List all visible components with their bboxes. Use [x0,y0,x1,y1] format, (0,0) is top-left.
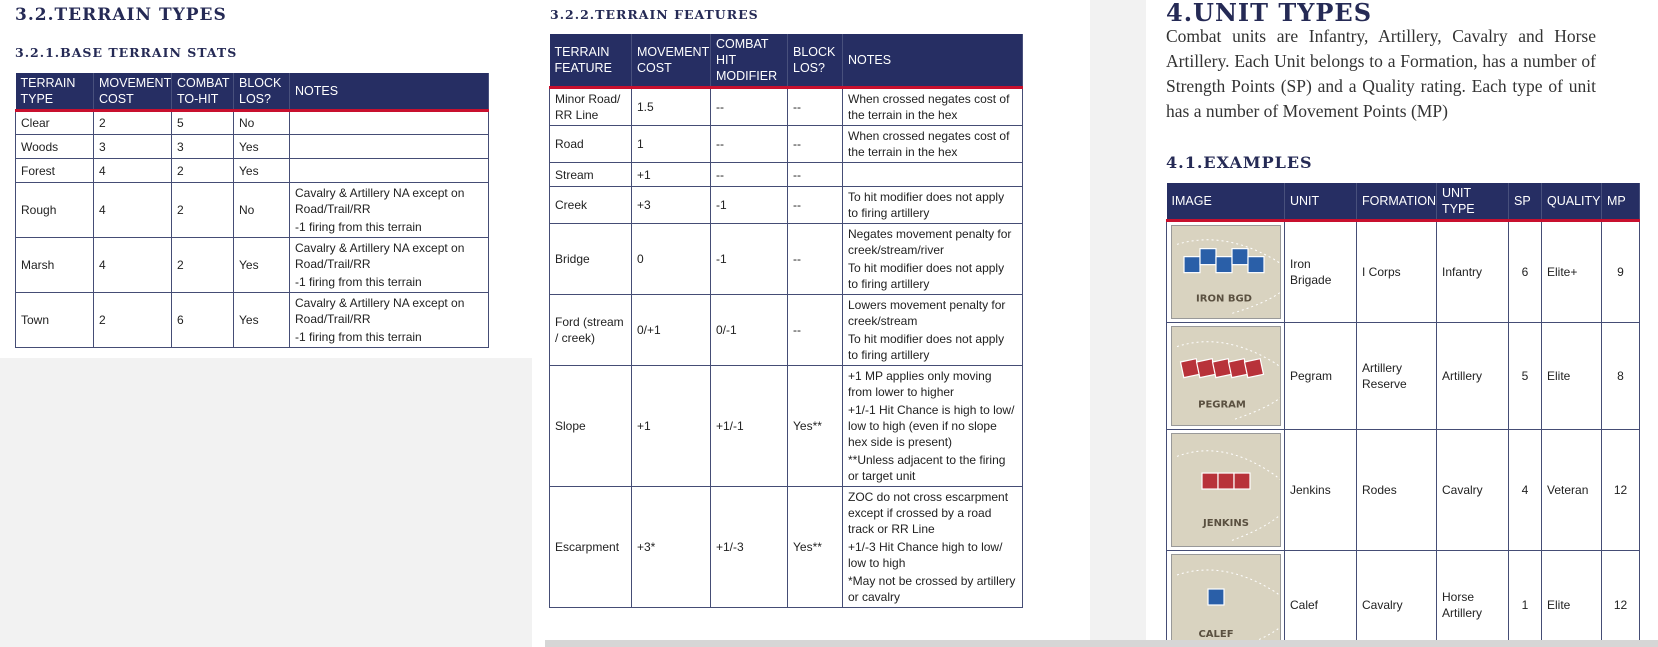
unit-image-cell [1167,551,1285,647]
terrain-features-header-text: LOS? [793,61,825,75]
table-row [16,135,489,159]
terrain-type-cell: Forest [16,159,94,183]
movement-cost-cell: 2 [94,293,172,348]
base-terrain-header-text: NOTES [295,84,339,98]
quality-cell: Elite+ [1542,221,1602,323]
notes-cell [843,88,1023,126]
unit-examples-header-3 [1437,183,1509,221]
terrain-type-cell: Clear [16,111,94,135]
unit-image-cell [1167,221,1285,323]
notes-cell [290,135,489,159]
terrain-features-header-row [550,34,1023,88]
note-line: +1/-1 Hit Chance is high to low/ low to high (even if no slope hex side is present) [848,403,1015,449]
table-row [16,111,489,135]
table-row [16,183,489,238]
note-line: -1 firing from this terrain [295,330,422,344]
movement-cost-cell: 1 [632,126,711,163]
note-line: Cavalry & Artillery NA except on Road/Trail/RR [295,296,465,326]
base-terrain-header-2 [172,73,234,111]
unit-image-cell [1167,430,1285,551]
table-row [1167,221,1640,323]
notes-cell [290,183,489,238]
block-los-cell: -- [788,295,843,366]
combat-hit-modifier-cell: -- [711,163,788,187]
unit-types-intro: Combat units are Infantry, Artillery, Cavalry and Horse Artillery. Each Unit belongs to a Formation, has a number of Strength Points (SP) and a Quality rating. Each type of unit has a number of Movement Points (MP) [1166,26,1596,121]
formation-cell: Cavalry [1357,551,1437,647]
infantry-counter-icon [1171,225,1281,319]
base-terrain-header-text: TERRAIN [20,76,76,90]
subsection-title-examples: 4.1.EXAMPLES [1166,153,1313,172]
mp-cell: 12 [1602,551,1640,647]
base-terrain-table [15,73,489,348]
block-los-cell: Yes [234,238,290,293]
mp-cell: 8 [1602,323,1640,430]
note-line: +1 MP applies only moving from lower to higher [848,369,992,399]
base-terrain-header-row [16,73,489,111]
unit-examples-header-4 [1509,183,1542,221]
combat-hit-modifier-cell: -1 [711,187,788,224]
cavalry-counter-icon [1171,433,1281,547]
base-terrain-header-text: BLOCK [239,76,282,90]
formation-cell: Rodes [1357,430,1437,551]
unit-image-cell [1167,323,1285,430]
table-row [550,366,1023,487]
base-terrain-header-text: LOS? [239,92,271,106]
combat-to-hit-cell: 2 [172,159,234,183]
unit-examples-header-2 [1357,183,1437,221]
notes-cell [843,224,1023,295]
section-title-unit-types: 4.UNIT TYPES [1166,0,1373,27]
terrain-features-header-text: MOVEMENT [637,45,710,59]
terrain-features-header-text: TERRAIN [554,45,610,59]
terrain-feature-cell: Escarpment [550,487,632,608]
combat-to-hit-cell: 6 [172,293,234,348]
table-row [16,238,489,293]
base-terrain-header-text: TYPE [20,92,54,106]
unit-examples-header-text: FORMATION [1362,194,1437,208]
terrain-feature-cell: Stream [550,163,632,187]
notes-cell [843,487,1023,608]
block-los-cell: Yes [234,293,290,348]
horse-artillery-counter-icon [1171,554,1281,647]
unit-map-image [1172,226,1280,318]
unit-examples-header-5 [1542,183,1602,221]
notes-cell [290,111,489,135]
terrain-feature-cell: Bridge [550,224,632,295]
unit-examples-header-text: UNIT TYPE [1442,186,1475,216]
movement-cost-cell: 3 [94,135,172,159]
unit-map-label: PEGRAM [1197,399,1246,411]
terrain-type-cell: Woods [16,135,94,159]
block-los-cell: Yes** [788,487,843,608]
block-los-cell: No [234,111,290,135]
unit-examples-header-text: SP [1514,194,1531,208]
table-row [550,487,1023,608]
unit-map-image [1172,327,1280,425]
block-los-cell: Yes [234,159,290,183]
artillery-counter-icon [1171,326,1281,426]
combat-hit-modifier-cell: 0/-1 [711,295,788,366]
unit-type-cell: Cavalry [1437,430,1509,551]
terrain-feature-cell: Road [550,126,632,163]
unit-map-image [1172,434,1280,546]
terrain-features-header-text: BLOCK [793,45,836,59]
movement-cost-cell: 4 [94,159,172,183]
sp-cell: 4 [1509,430,1542,551]
note-line: *May not be crossed by artillery or cavalry [848,574,1016,604]
movement-cost-cell: +3* [632,487,711,608]
unit-name-cell: Calef [1285,551,1357,647]
combat-to-hit-cell: 2 [172,183,234,238]
base-terrain-header-4 [290,73,489,111]
note-line: **Unless adjacent to the firing or target unit [848,453,1006,483]
combat-hit-modifier-cell: -1 [711,224,788,295]
table-row [550,126,1023,163]
note-line: Negates movement penalty for creek/stream/river [848,227,1012,257]
mp-cell: 9 [1602,221,1640,323]
base-terrain-header-text: MOVEMENT [99,76,172,90]
table-row [16,159,489,183]
unit-examples-header-6 [1602,183,1640,221]
base-terrain-header-1 [94,73,172,111]
terrain-type-cell: Rough [16,183,94,238]
note-line: Lowers movement penalty for creek/stream [848,298,1006,328]
combat-to-hit-cell: 3 [172,135,234,159]
block-los-cell: -- [788,163,843,187]
movement-cost-cell: 2 [94,111,172,135]
block-los-cell: -- [788,224,843,295]
table-row [550,88,1023,126]
table-row [1167,323,1640,430]
terrain-features-header-text: COST [637,61,672,75]
notes-cell [843,187,1023,224]
subsection-title-base-terrain: 3.2.1.BASE TERRAIN STATS [15,45,238,60]
base-terrain-header-0 [16,73,94,111]
unit-examples-header-1 [1285,183,1357,221]
sp-cell: 6 [1509,221,1542,323]
note-line: -1 firing from this terrain [295,220,422,234]
block-los-cell: No [234,183,290,238]
sp-cell: 5 [1509,323,1542,430]
movement-cost-cell: 4 [94,183,172,238]
table-row [1167,430,1640,551]
note-line: To hit modifier does not apply to firing artillery [848,261,1005,291]
quality-cell: Elite [1542,551,1602,647]
unit-name-cell: Jenkins [1285,430,1357,551]
notes-cell [843,163,1023,187]
block-los-cell: Yes** [788,366,843,487]
combat-to-hit-cell: 5 [172,111,234,135]
block-los-cell: Yes [234,135,290,159]
terrain-features-header-text: MODIFIER [716,69,778,83]
terrain-features-table [549,34,1023,608]
unit-type-cell: Infantry [1437,221,1509,323]
combat-hit-modifier-cell: +1/-3 [711,487,788,608]
section-title-terrain-types: 3.2.TERRAIN TYPES [15,5,227,25]
block-los-cell: -- [788,88,843,126]
quality-cell: Elite [1542,323,1602,430]
block-los-cell: -- [788,187,843,224]
unit-type-cell: Horse Artillery [1437,551,1509,647]
page-terrain-features [532,0,1090,647]
notes-cell [290,293,489,348]
unit-name-cell: Pegram [1285,323,1357,430]
note-line: Cavalry & Artillery NA except on Road/Trail/RR [295,241,465,271]
combat-hit-modifier-cell: +1/-1 [711,366,788,487]
terrain-features-header-text: FEATURE [554,61,612,75]
unit-map-image [1172,555,1280,647]
unit-map-label: CALEF [1197,629,1234,640]
terrain-feature-cell: Creek [550,187,632,224]
unit-examples-header-text: QUALITY [1547,194,1601,208]
combat-hit-modifier-cell: -- [711,88,788,126]
unit-examples-header-text: UNIT [1290,194,1320,208]
note-line: -1 firing from this terrain [295,275,422,289]
unit-name-cell: Iron Brigade [1285,221,1357,323]
unit-examples-table [1166,183,1640,647]
base-terrain-header-text: COST [99,92,134,106]
base-terrain-header-text: TO-HIT [177,92,219,106]
combat-hit-modifier-cell: -- [711,126,788,163]
unit-examples-header-text: MP [1607,194,1626,208]
unit-map-label: JENKINS [1202,517,1249,529]
table-row [1167,551,1640,647]
note-line: ZOC do not cross escarpment except if crossed by a road track or RR Line [848,490,1009,536]
terrain-type-cell: Marsh [16,238,94,293]
table-row [550,163,1023,187]
formation-cell: Artillery Reserve [1357,323,1437,430]
notes-cell [290,159,489,183]
notes-cell [290,238,489,293]
terrain-features-header-1 [632,34,711,88]
notes-cell [843,295,1023,366]
formation-cell: I Corps [1357,221,1437,323]
terrain-features-header-text: COMBAT HIT [716,37,769,67]
terrain-features-header-2 [711,34,788,88]
notes-cell [843,366,1023,487]
table-row [550,187,1023,224]
note-line: +1/-3 Hit Chance high to low/ low to high [848,540,1003,570]
terrain-features-header-text: NOTES [848,53,892,67]
terrain-features-header-4 [843,34,1023,88]
unit-examples-header-text: IMAGE [1171,194,1212,208]
unit-examples-header-0 [1167,183,1285,221]
page-terrain-types [0,0,532,358]
subsection-title-terrain-features: 3.2.2.TERRAIN FEATURES [550,7,759,22]
base-terrain-header-text: COMBAT [177,76,230,90]
table-row [550,224,1023,295]
movement-cost-cell: 4 [94,238,172,293]
base-terrain-header-3 [234,73,290,111]
terrain-features-header-3 [788,34,843,88]
movement-cost-cell: +1 [632,366,711,487]
note-line: Cavalry & Artillery NA except on Road/Trail/RR [295,186,465,216]
note-line: To hit modifier does not apply to firing artillery [848,332,1005,362]
movement-cost-cell: +3 [632,187,711,224]
terrain-feature-cell: Minor Road/ RR Line [550,88,632,126]
note-line: When crossed negates cost of the terrain in the hex [848,129,1010,159]
note-line: When crossed negates cost of the terrain in the hex [848,92,1010,122]
notes-cell [843,126,1023,163]
unit-map-label: IRON BGD [1195,293,1252,305]
sp-cell: 1 [1509,551,1542,647]
movement-cost-cell: 0/+1 [632,295,711,366]
movement-cost-cell: 1.5 [632,88,711,126]
quality-cell: Veteran [1542,430,1602,551]
table-row [16,293,489,348]
terrain-features-header-0 [550,34,632,88]
block-los-cell: -- [788,126,843,163]
unit-examples-header-row [1167,183,1640,221]
note-line: To hit modifier does not apply to firing artillery [848,190,1005,220]
terrain-feature-cell: Ford (stream / creek) [550,295,632,366]
page-bottom-rule [545,640,1658,647]
table-row [550,295,1023,366]
terrain-feature-cell: Slope [550,366,632,487]
movement-cost-cell: 0 [632,224,711,295]
unit-type-cell: Artillery [1437,323,1509,430]
page-unit-types [1146,0,1658,647]
combat-to-hit-cell: 2 [172,238,234,293]
movement-cost-cell: +1 [632,163,711,187]
terrain-type-cell: Town [16,293,94,348]
mp-cell: 12 [1602,430,1640,551]
